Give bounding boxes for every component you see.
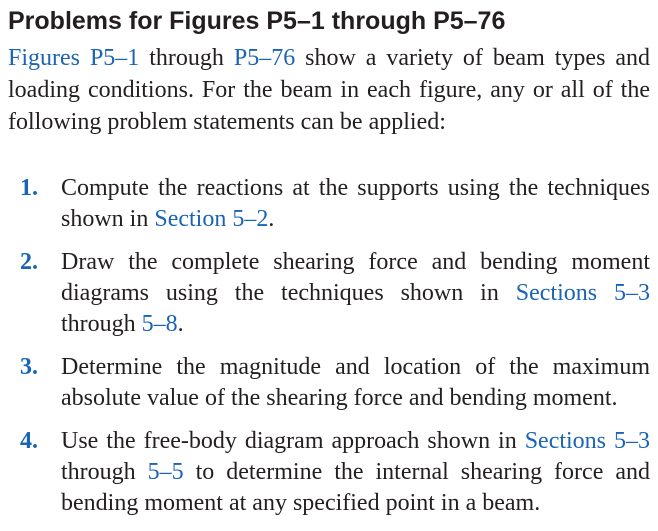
item-text: Draw the complete shearing force and bending moment diagrams using the techniques shown in [61,249,650,306]
item-text: to determine the internal shearing force and bending moment at any specified point in a beam. [61,459,650,516]
list-item [20,173,650,235]
section-5-5-link[interactable]: 5–5 [147,459,184,485]
item-text: Compute the reactions at the supports using the techniques shown in [61,175,650,232]
item-text: through [61,459,148,485]
problem-statements-list [20,173,650,531]
section-5-2-link[interactable]: Section 5–2 [154,206,269,232]
section-5-8-link[interactable]: 5–8 [141,311,178,337]
item-text: Determine the magnitude and location of the maximum absolute value of the shearing force and bending moment. [61,354,650,411]
intro-text: show a variety of beam types and loading conditions. For the beam in each figure, any or all of the following problem statements can be applied: [8,45,650,135]
list-item [20,247,650,340]
figures-p5-1-link[interactable]: Figures P5–1 [8,45,140,71]
item-text: Use the free-body diagram approach shown in [61,428,525,454]
item-text: through [61,311,142,337]
item-text: . [177,311,184,337]
item-number: 3. [20,354,38,380]
list-item [20,426,650,519]
item-number: 4. [20,428,38,454]
list-item [20,352,650,414]
item-number: 2. [20,249,38,275]
intro-text: through [139,45,234,71]
sections-5-3-link[interactable]: Sections 5–3 [524,428,650,454]
intro-paragraph [8,42,650,138]
item-text: . [268,206,275,232]
sections-5-3-link[interactable]: Sections 5–3 [515,280,651,306]
section-heading: Problems for Figures P5–1 through P5–76 [8,7,506,35]
figure-p5-76-link[interactable]: P5–76 [233,45,296,71]
item-number: 1. [20,175,38,201]
